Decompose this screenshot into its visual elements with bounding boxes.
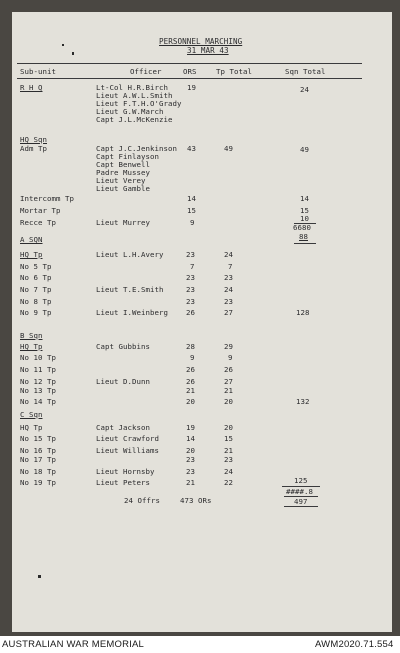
section-label-hq-sqn: HQ Sqn xyxy=(20,135,47,144)
tp-total-value: 24 xyxy=(224,467,233,476)
total-rule-bottom xyxy=(284,506,318,507)
total-ors: 473 ORs xyxy=(180,496,212,505)
officer-name: Lieut Murrey xyxy=(96,218,150,227)
officer-name: Lieut Peters xyxy=(96,478,150,487)
sub-unit-name: No 14 Tp xyxy=(20,397,56,406)
ors-value: 23 xyxy=(186,273,195,282)
ors-value: 9 xyxy=(190,353,195,362)
sub-unit-name: No 17 Tp xyxy=(20,455,56,464)
ors-value: 14 xyxy=(187,194,196,203)
officer-name: Capt Benwell xyxy=(96,160,150,169)
sub-unit-name: Adm Tp xyxy=(20,144,47,153)
tp-total-value: 24 xyxy=(224,285,233,294)
ors-value: 23 xyxy=(186,285,195,294)
ors-value: 26 xyxy=(186,365,195,374)
ors-value: 23 xyxy=(186,297,195,306)
subtotal-rule xyxy=(294,243,316,244)
document-page xyxy=(12,12,392,632)
ors-value: 23 xyxy=(186,467,195,476)
document-title: PERSONNEL MARCHING xyxy=(159,37,243,46)
sqn-total-value: 10 xyxy=(300,214,309,223)
ors-value: 21 xyxy=(186,386,195,395)
sub-unit-name: No 15 Tp xyxy=(20,434,56,443)
officer-name: Capt Jackson xyxy=(96,423,150,432)
header-rule-bottom xyxy=(17,78,362,79)
officer-name: Lieut G.W.March xyxy=(96,107,164,116)
tp-total-value: 27 xyxy=(224,377,233,386)
officer-name: Lieut D.Dunn xyxy=(96,377,150,386)
sqn-total-value: 132 xyxy=(296,397,310,406)
ors-value: 7 xyxy=(190,262,195,271)
grand-total: 497 xyxy=(294,497,308,506)
stray-mark xyxy=(62,44,64,46)
ors-value: 15 xyxy=(187,206,196,215)
section-label-rhq: R H Q xyxy=(20,83,43,92)
sqn-total-value: 14 xyxy=(300,194,309,203)
ors-value: 14 xyxy=(186,434,195,443)
tp-total-value: 21 xyxy=(224,446,233,455)
sqn-total-value: 125 xyxy=(294,476,308,485)
sub-unit-name: HQ Tp xyxy=(20,250,43,259)
stray-mark xyxy=(72,52,74,55)
hq-sqn-total: 88 xyxy=(299,232,308,241)
sub-unit-name: No 7 Tp xyxy=(20,285,52,294)
tp-total-value: 27 xyxy=(224,308,233,317)
ors-value: 20 xyxy=(186,397,195,406)
tp-total-value: 21 xyxy=(224,386,233,395)
officer-name: Padre Mussey xyxy=(96,168,150,177)
sub-unit-name: No 11 Tp xyxy=(20,365,56,374)
col-header-ors: ORS xyxy=(183,67,197,76)
officer-name: Lieut A.W.L.Smith xyxy=(96,91,173,100)
ors-value: 26 xyxy=(186,377,195,386)
sub-unit-name: No 9 Tp xyxy=(20,308,52,317)
tp-total-value: 49 xyxy=(224,144,233,153)
tp-total-value: 29 xyxy=(224,342,233,351)
tp-total-value: 22 xyxy=(224,478,233,487)
ors-value: 19 xyxy=(187,83,196,92)
ors-value: 20 xyxy=(186,446,195,455)
section-label-c-sqn: C Sqn xyxy=(20,410,43,419)
officer-name: Lieut Crawford xyxy=(96,434,159,443)
officer-name: Capt Gubbins xyxy=(96,342,150,351)
col-header-sqn-total: Sqn Total xyxy=(285,67,326,76)
sub-unit-name: No 5 Tp xyxy=(20,262,52,271)
tp-total-value: 9 xyxy=(228,353,233,362)
officer-name: Lieut Hornsby xyxy=(96,467,155,476)
footer-accession: AWM2020.71.554 xyxy=(315,639,394,650)
struck-subtotal: 6680 xyxy=(293,223,311,232)
tp-total-value: 7 xyxy=(228,262,233,271)
sub-unit-name: Intercomm Tp xyxy=(20,194,74,203)
sub-unit-name: No 13 Tp xyxy=(20,386,56,395)
sub-unit-name: Mortar Tp xyxy=(20,206,61,215)
officer-name: Lieut Verey xyxy=(96,176,146,185)
stray-mark xyxy=(38,575,41,578)
sub-unit-name: No 19 Tp xyxy=(20,478,56,487)
tp-total-value: 23 xyxy=(224,297,233,306)
sub-unit-name: HQ Tp xyxy=(20,342,43,351)
ors-value: 28 xyxy=(186,342,195,351)
section-label-b-sqn: B Sqn xyxy=(20,331,43,340)
footer-institution: AUSTRALIAN WAR MEMORIAL xyxy=(2,639,145,650)
tp-total-value: 26 xyxy=(224,365,233,374)
tp-total-value: 20 xyxy=(224,397,233,406)
officer-name: Capt J.L.McKenzie xyxy=(96,115,173,124)
header-rule-top xyxy=(17,63,362,64)
tp-total-value: 23 xyxy=(224,273,233,282)
col-header-officer: Officer xyxy=(130,67,162,76)
col-header-sub-unit: Sub-unit xyxy=(20,67,56,76)
officer-name: Capt J.C.Jenkinson xyxy=(96,144,177,153)
sub-unit-name: No 18 Tp xyxy=(20,467,56,476)
sub-unit-name: No 10 Tp xyxy=(20,353,56,362)
sub-unit-name: No 6 Tp xyxy=(20,273,52,282)
ors-value: 19 xyxy=(186,423,195,432)
officer-name: Lieut F.T.H.O'Grady xyxy=(96,99,182,108)
tp-total-value: 23 xyxy=(224,455,233,464)
ors-value: 23 xyxy=(186,250,195,259)
ors-value: 26 xyxy=(186,308,195,317)
officer-name: Lieut I.Weinberg xyxy=(96,308,168,317)
officer-name: Lieut Williams xyxy=(96,446,159,455)
officer-name: Lieut L.H.Avery xyxy=(96,250,164,259)
tp-total-value: 20 xyxy=(224,423,233,432)
sqn-total-value: 49 xyxy=(300,145,309,154)
ors-value: 43 xyxy=(187,144,196,153)
sub-unit-name: No 16 Tp xyxy=(20,446,56,455)
sub-unit-name: No 8 Tp xyxy=(20,297,52,306)
sqn-total-value: 24 xyxy=(300,85,309,94)
section-label-a-sqn: A SQN xyxy=(20,235,43,244)
sqn-total-value: 15 xyxy=(300,206,309,215)
struck-total: ####.8 xyxy=(286,487,313,496)
ors-value: 21 xyxy=(186,478,195,487)
sqn-total-value: 128 xyxy=(296,308,310,317)
tp-total-value: 15 xyxy=(224,434,233,443)
officer-name: Lt-Col H.R.Birch xyxy=(96,83,168,92)
tp-total-value: 24 xyxy=(224,250,233,259)
officer-name: Lieut Gamble xyxy=(96,184,150,193)
total-officers: 24 Offrs xyxy=(124,496,160,505)
ors-value: 9 xyxy=(190,218,195,227)
sub-unit-name: No 12 Tp xyxy=(20,377,56,386)
sub-unit-name: Recce Tp xyxy=(20,218,56,227)
sub-unit-name: HQ Tp xyxy=(20,423,43,432)
officer-name: Lieut T.E.Smith xyxy=(96,285,164,294)
officer-name: Capt Finlayson xyxy=(96,152,159,161)
document-date: 31 MAR 43 xyxy=(187,46,229,55)
col-header-tp-total: Tp Total xyxy=(216,67,252,76)
ors-value: 23 xyxy=(186,455,195,464)
